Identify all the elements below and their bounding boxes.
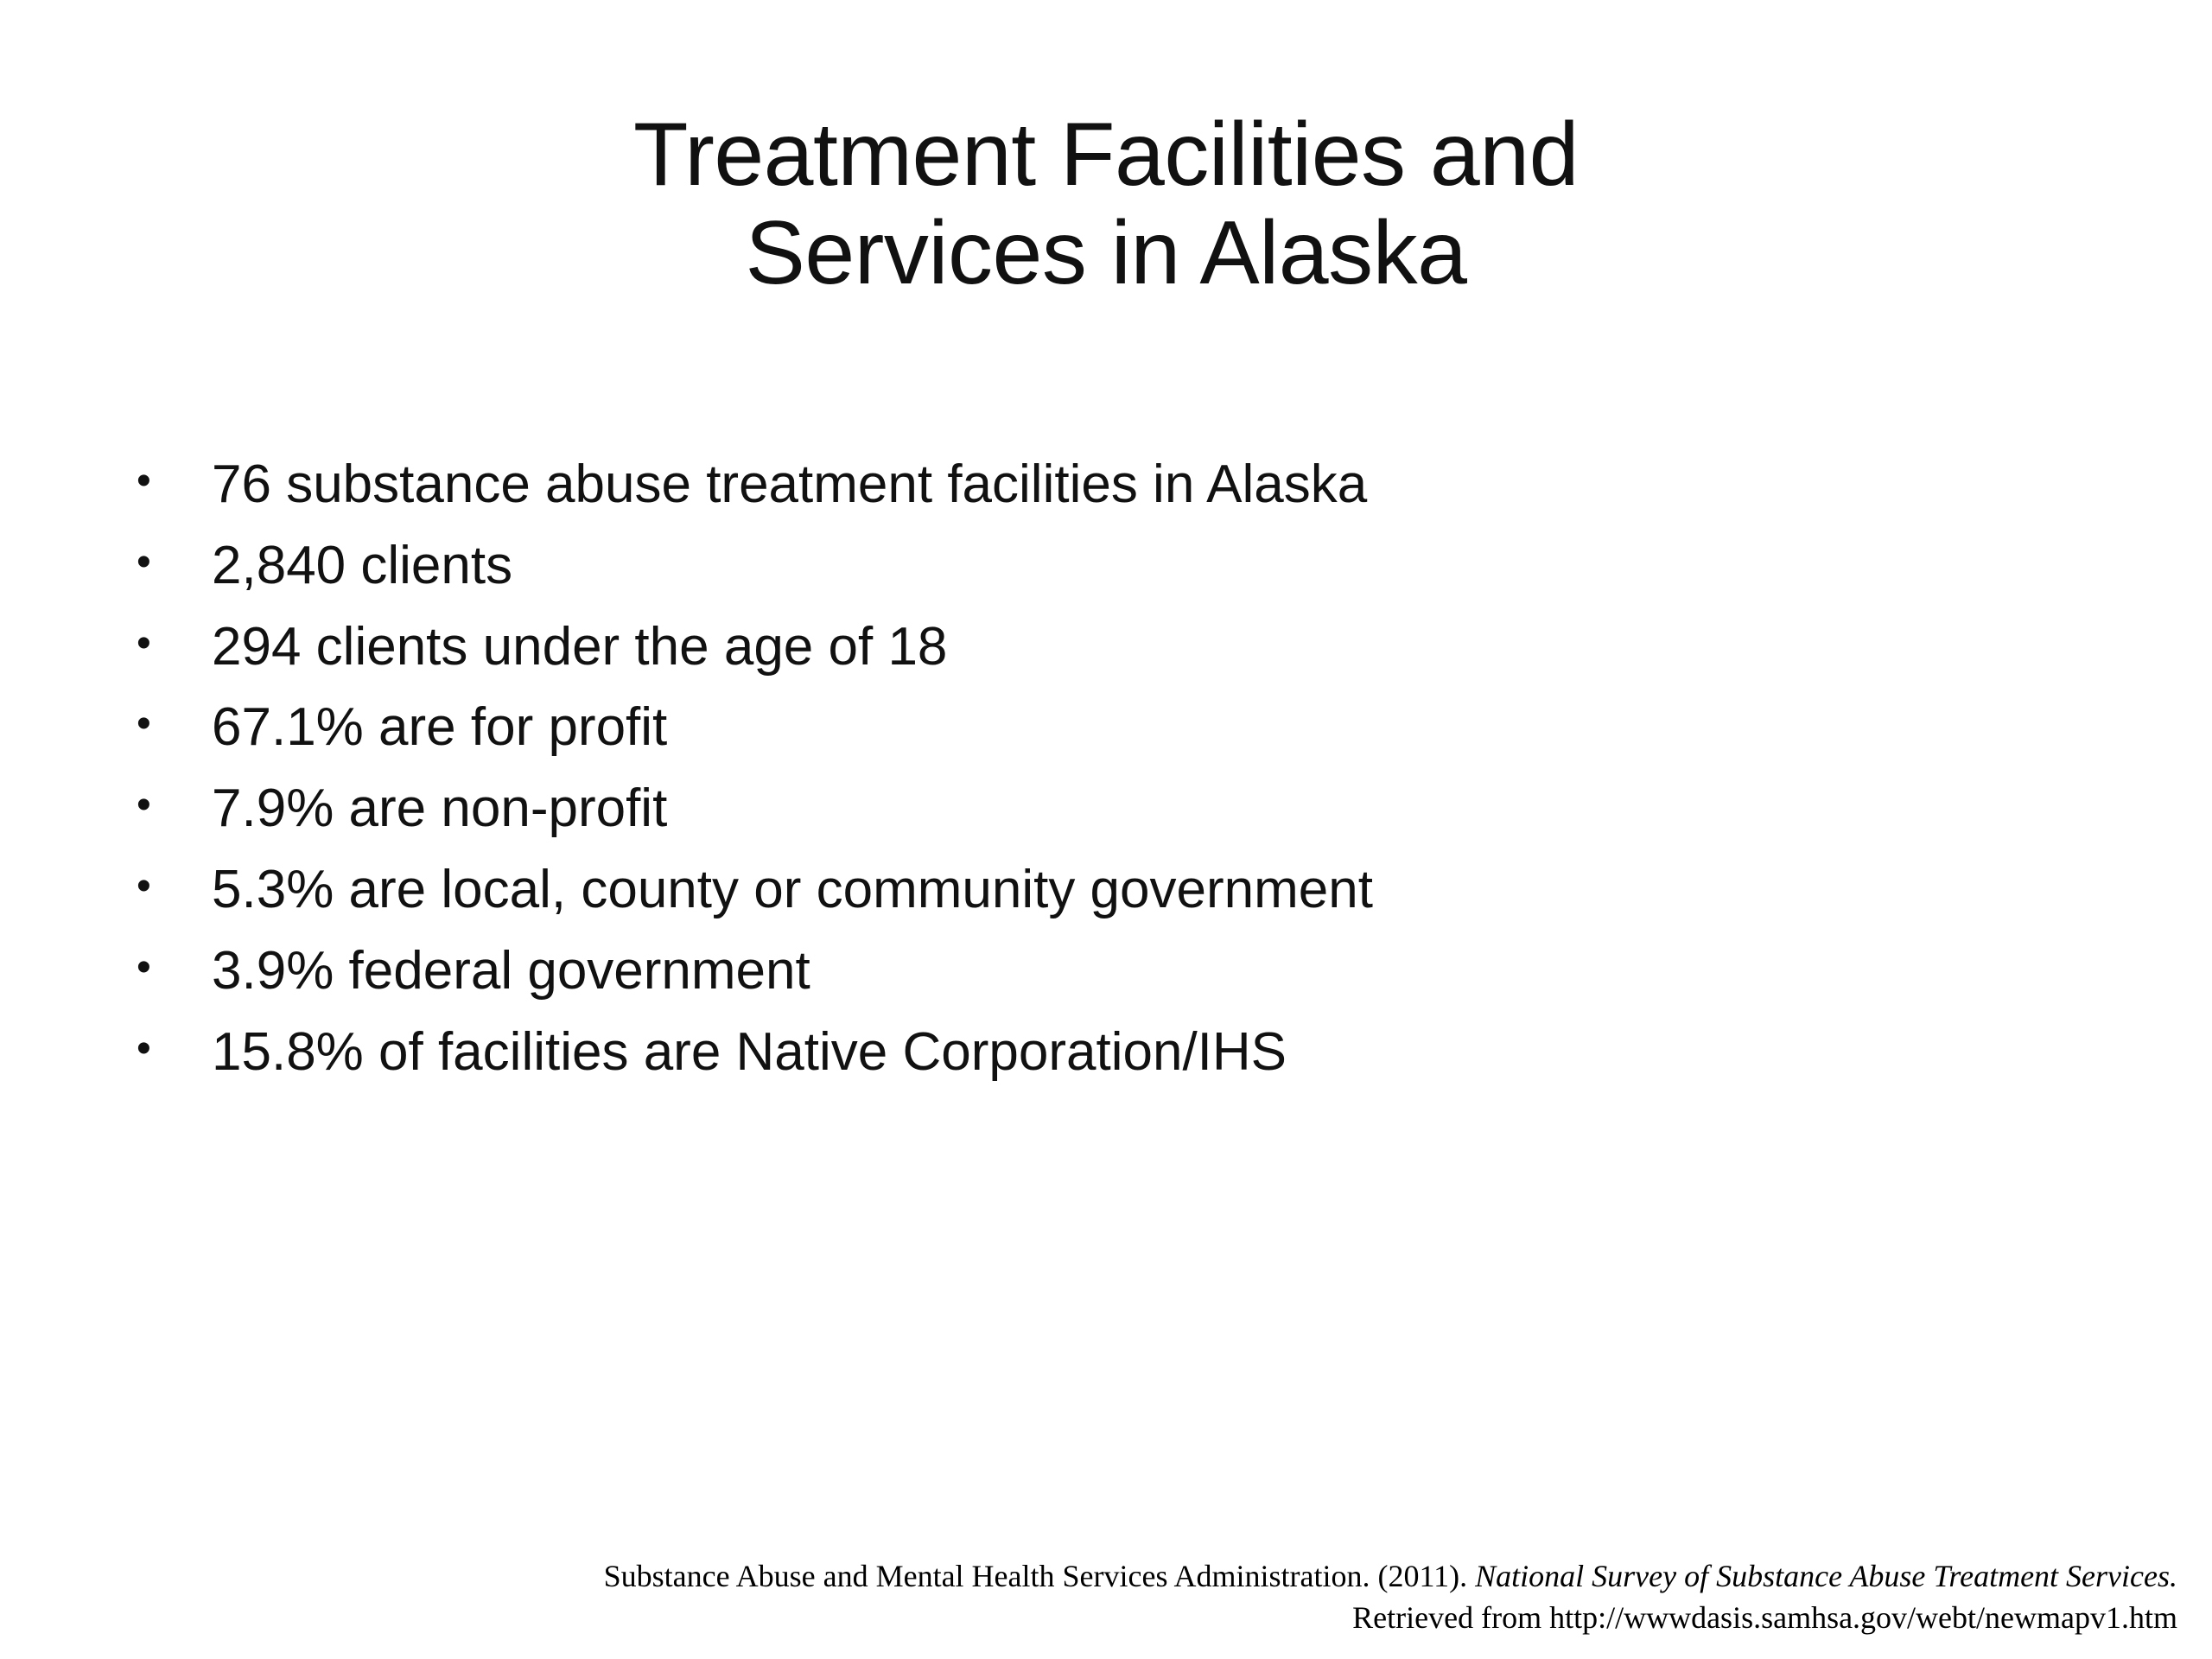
- bullet-list: [121, 449, 2108, 1098]
- citation-line-1: [0, 1555, 2177, 1597]
- page-title: [138, 105, 2074, 303]
- bullet-icon: •: [137, 782, 151, 829]
- list-item-label: 7.9% are non-profit: [212, 779, 668, 839]
- source-citation: [0, 1555, 2177, 1638]
- list-item: [121, 449, 2108, 520]
- citation-publisher: Substance Abuse and Mental Health Services Administration. (2011).: [603, 1558, 1476, 1593]
- bullet-icon: •: [137, 458, 151, 504]
- list-item: [121, 692, 2108, 763]
- list-item: [121, 936, 2108, 1007]
- list-item-label: 294 clients under the age of 18: [212, 616, 948, 677]
- bullet-icon: •: [137, 538, 151, 585]
- list-item: [121, 855, 2108, 925]
- bullet-icon: •: [137, 1025, 151, 1071]
- bullet-icon: •: [137, 944, 151, 990]
- list-item-label: 67.1% are for profit: [212, 697, 668, 758]
- title-line-1: Treatment Facilities and: [633, 104, 1579, 205]
- bullet-icon: •: [137, 863, 151, 910]
- list-item-label: 2,840 clients: [212, 535, 513, 595]
- list-item-label: 15.8% of facilities are Native Corporation/IHS: [212, 1021, 1287, 1082]
- list-item: [121, 612, 2108, 683]
- list-item-label: 76 substance abuse treatment facilities in Alaska: [212, 454, 1368, 514]
- list-item-label: 5.3% are local, county or community government: [212, 860, 1373, 920]
- citation-line-2: Retrieved from http://wwwdasis.samhsa.gov/webt/newmapv1.htm: [1352, 1599, 2177, 1635]
- list-item: [121, 1017, 2108, 1088]
- citation-title: National Survey of Substance Abuse Treatment Services.: [1475, 1558, 2177, 1593]
- bullet-icon: •: [137, 701, 151, 747]
- list-item-label: 3.9% federal government: [212, 940, 810, 1001]
- list-item: [121, 531, 2108, 601]
- bullet-icon: •: [137, 620, 151, 666]
- title-line-2: Services in Alaska: [745, 203, 1467, 304]
- list-item: [121, 773, 2108, 844]
